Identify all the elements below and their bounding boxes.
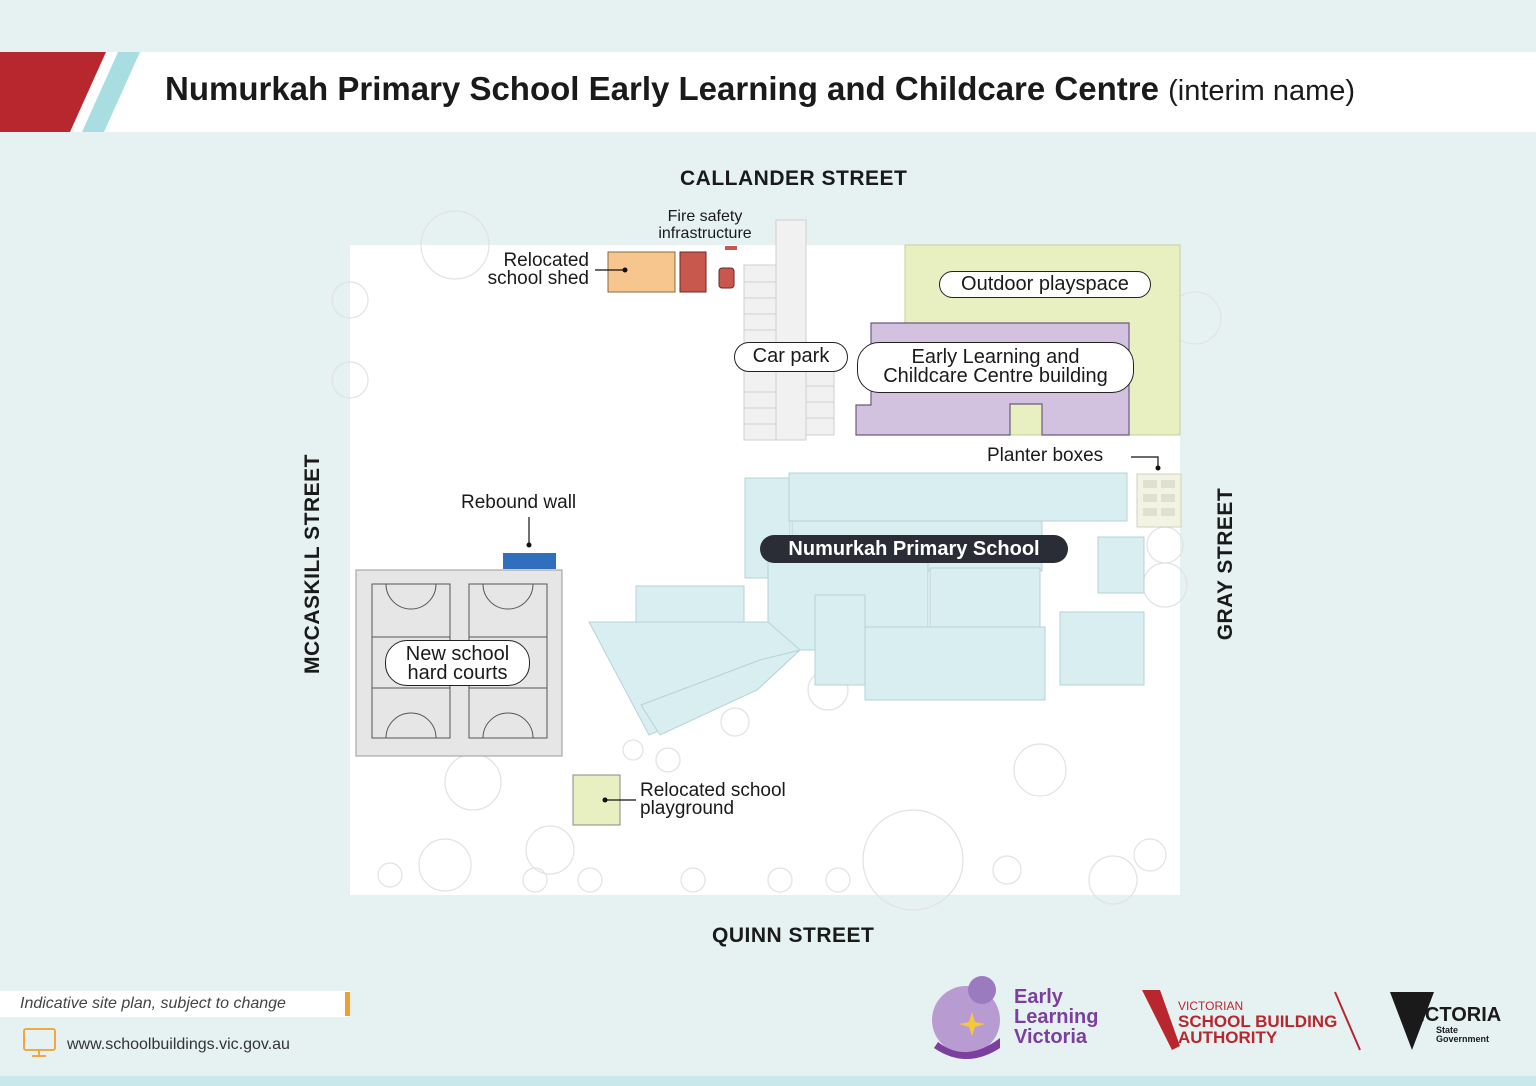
- planter-boxes-label: Planter boxes: [987, 445, 1104, 466]
- monitor-icon: [23, 1028, 57, 1058]
- primary-school-label: Numurkah Primary School: [760, 535, 1068, 563]
- disclaimer-accent: [345, 992, 350, 1016]
- playground-label-line2: playground: [640, 798, 735, 819]
- shed-label-line2: school shed: [487, 268, 589, 289]
- title-main: Numurkah Primary School Early Learning and Childcare Centre: [165, 70, 1159, 107]
- elv-line3: Victoria: [1014, 1026, 1087, 1048]
- street-east: GRAY STREET: [1214, 487, 1237, 641]
- street-south: QUINN STREET: [712, 924, 875, 947]
- victoria-line3: Government: [1436, 1034, 1490, 1044]
- elv-line1: Early: [1014, 986, 1063, 1008]
- fire-safety-label: [650, 208, 760, 242]
- rebound-wall: [503, 553, 556, 569]
- shed-label: [469, 252, 589, 288]
- disclaimer-text: Indicative site plan, subject to change: [20, 995, 286, 1012]
- fire-safety-unit: [719, 268, 734, 288]
- vsba-line1: VICTORIAN: [1178, 999, 1244, 1013]
- vsba-line2: SCHOOL BUILDING: [1178, 1012, 1338, 1031]
- shed-label-line1: Relocated: [503, 250, 589, 271]
- elcc-label-line2: Childcare Centre building: [883, 365, 1108, 387]
- website-link[interactable]: www.schoolbuildings.vic.gov.au: [67, 1036, 290, 1053]
- elcc-building-label: [857, 342, 1134, 393]
- fire-safety-label-line1: Fire safety: [667, 208, 743, 225]
- courts-label-line1: New school: [405, 643, 510, 665]
- victoria-line2: State: [1436, 1025, 1459, 1035]
- elv-line2: Learning: [1014, 1006, 1099, 1028]
- hard-courts-label: [385, 640, 530, 686]
- victoria-logo-title: VICTORIA: [1406, 1004, 1502, 1026]
- bottom-strip: [0, 1076, 1536, 1086]
- outdoor-playspace-label: Outdoor playspace: [939, 271, 1151, 298]
- elv-logo-text: [1014, 987, 1098, 1047]
- victoria-logo-sub: [1436, 1026, 1489, 1044]
- relocated-shed: [608, 252, 675, 292]
- fire-safety-label-line2: infrastructure: [658, 225, 752, 242]
- car-park-label: Car park: [734, 342, 848, 372]
- playground-label-line1: Relocated school: [640, 780, 786, 801]
- disclaimer-box: [0, 991, 350, 1017]
- title-subtitle: (interim name): [1168, 75, 1356, 107]
- street-west: MCCASKILL STREET: [301, 454, 324, 674]
- street-north: CALLANDER STREET: [680, 167, 908, 190]
- fire-safety-tank: [680, 252, 706, 292]
- vsba-logo-text: [1178, 998, 1337, 1046]
- courts-label-line2: hard courts: [407, 662, 508, 684]
- elcc-label-line1: Early Learning and: [911, 346, 1080, 368]
- koala-logo-icon: [928, 972, 1008, 1062]
- vsba-line3: AUTHORITY: [1178, 1028, 1278, 1047]
- playground-label: [640, 782, 786, 818]
- fire-safety-small: [725, 246, 737, 250]
- rebound-wall-label: Rebound wall: [461, 492, 577, 513]
